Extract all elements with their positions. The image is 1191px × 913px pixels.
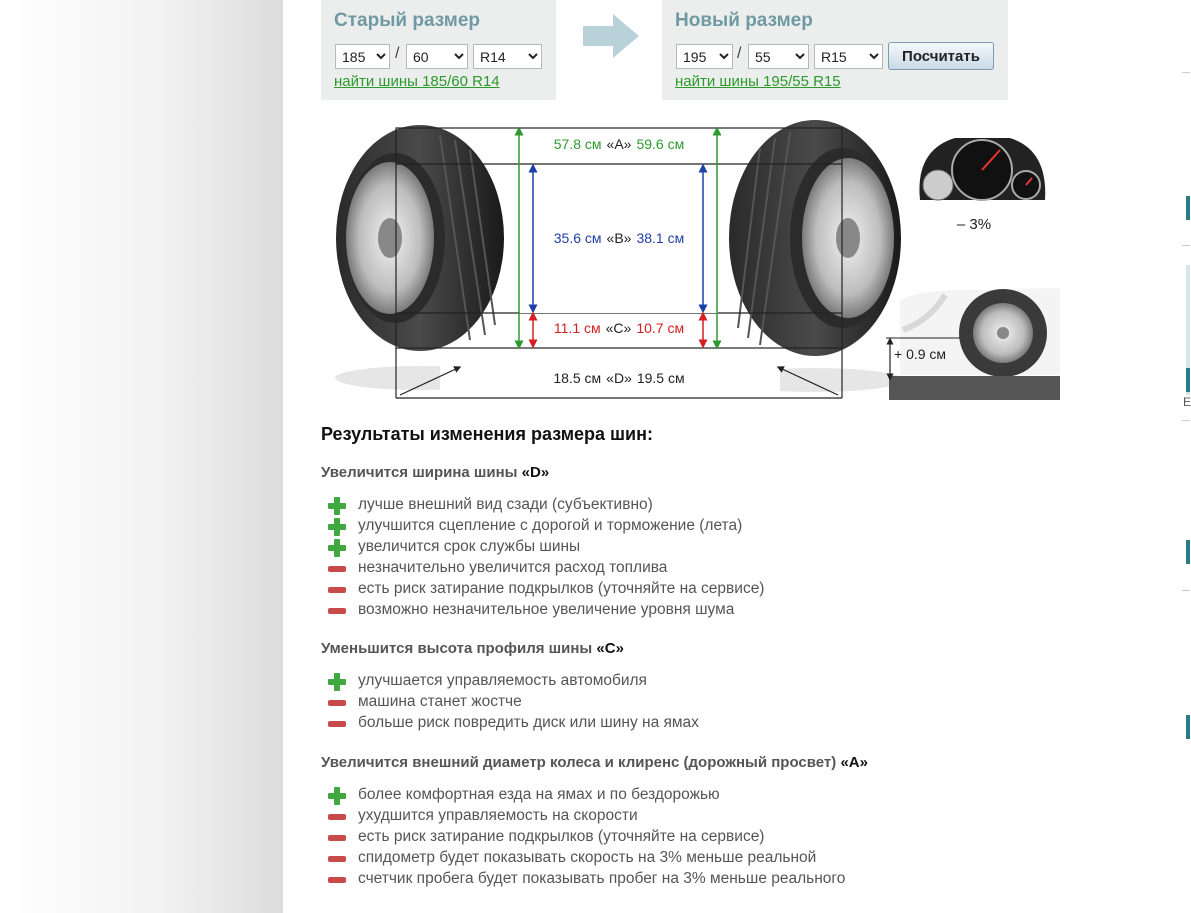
minus-icon	[328, 835, 346, 841]
sidebar-divider	[1182, 245, 1190, 246]
effect-text: больше риск повредить диск или шину на ямах	[358, 714, 699, 731]
arrow-right-icon	[583, 14, 641, 58]
effect-text: более комфортная езда на ямах и по бездорожью	[358, 786, 720, 803]
sidebar-text-fragment[interactable]: E	[1183, 395, 1191, 409]
effect-text: спидометр будет показывать скорость на 3% меньше реальной	[358, 849, 817, 866]
tire-comparison-diagram	[330, 115, 1062, 410]
sidebar-divider	[1182, 590, 1190, 591]
plus-icon	[328, 518, 346, 536]
effect-text: улучшится сцепление с дорогой и торможение (лета)	[358, 517, 743, 534]
new-width-select[interactable]	[676, 44, 733, 69]
section-heading-letter: «C»	[596, 640, 624, 657]
find-new-tires-link[interactable]: найти шины 195/55 R15	[675, 73, 841, 90]
calculate-button[interactable]: Посчитать	[888, 42, 994, 70]
section-heading	[321, 640, 624, 657]
section-heading-letter: «A»	[840, 754, 868, 771]
plus-icon	[328, 787, 346, 805]
dimension-a-old-value: 57.8 см	[553, 136, 602, 152]
effect-text: лучше внешний вид сзади (субъективно)	[358, 496, 653, 513]
old-width-select[interactable]	[335, 44, 390, 69]
plus-icon	[328, 539, 346, 557]
plus-icon	[328, 673, 346, 691]
minus-icon	[328, 566, 346, 572]
new-size-panel	[662, 0, 1008, 100]
page-left-margin	[0, 0, 283, 913]
section-heading	[321, 754, 868, 771]
effect-text: улучшается управляемость автомобиля	[358, 672, 647, 689]
dimension-b-old-value: 35.6 см	[553, 230, 602, 246]
sidebar-accent	[1186, 368, 1190, 392]
speedometer-icon	[919, 138, 1045, 200]
dimension-b-name: «B»	[606, 230, 632, 246]
sidebar-accent	[1186, 715, 1190, 739]
old-profile-select[interactable]	[406, 44, 468, 69]
section-heading-text: Уменьшится высота профиля шины	[321, 640, 593, 657]
old-size-title: Старый размер	[334, 10, 480, 31]
effect-text: возможно незначительное увеличение уровня шума	[358, 601, 735, 618]
dimension-d-name: «D»	[606, 370, 632, 386]
minus-icon	[328, 721, 346, 727]
minus-icon	[328, 608, 346, 614]
effect-text: машина станет жостче	[358, 693, 522, 710]
right-sidebar-edge	[1180, 0, 1190, 913]
dimension-a-label	[554, 136, 684, 152]
effect-text: увеличится срок службы шины	[358, 538, 581, 555]
car-clearance-icon	[886, 288, 1060, 400]
dimension-c-new-value: 10.7 см	[636, 320, 685, 336]
new-size-title: Новый размер	[675, 10, 813, 31]
dimension-d-new-value: 19.5 см	[636, 370, 685, 386]
effect-text: есть риск затирание подкрылков (уточняйте на сервисе)	[358, 580, 765, 597]
section-heading-text: Увеличится внешний диаметр колеса и клиренс (дорожный просвет)	[321, 754, 837, 771]
dimension-b-label	[554, 230, 684, 246]
dimension-c-old-value: 11.1 см	[553, 320, 601, 336]
dimension-c-label	[554, 320, 684, 336]
section-heading-letter: «D»	[521, 464, 550, 481]
sidebar-accent	[1186, 540, 1190, 564]
dimension-d-label	[553, 370, 684, 386]
minus-icon	[328, 814, 346, 820]
dimension-a-name: «A»	[606, 136, 632, 152]
dimension-b-new-value: 38.1 см	[636, 230, 685, 246]
size-separator: /	[737, 45, 742, 62]
size-separator: /	[395, 45, 400, 62]
minus-icon	[328, 700, 346, 706]
dimension-a-new-value: 59.6 см	[636, 136, 685, 152]
clearance-change-label: + 0.9 см	[894, 346, 947, 362]
sidebar-accent	[1186, 196, 1190, 220]
minus-icon	[328, 856, 346, 862]
section-heading	[321, 464, 549, 481]
plus-icon	[328, 497, 346, 515]
new-profile-select[interactable]	[748, 44, 809, 69]
effect-text: есть риск затирание подкрылков (уточняйте на сервисе)	[358, 828, 765, 845]
find-old-tires-link[interactable]: найти шины 185/60 R14	[334, 73, 500, 90]
old-size-panel	[321, 0, 556, 100]
dimension-d-old-value: 18.5 см	[553, 370, 602, 386]
speedometer-change-label: – 3%	[956, 216, 992, 233]
effect-text: ухудшится управляемость на скорости	[358, 807, 638, 824]
results-title: Результаты изменения размера шин:	[321, 424, 653, 444]
minus-icon	[328, 587, 346, 593]
dimension-c-name: «C»	[605, 320, 632, 336]
sidebar-divider	[1182, 420, 1190, 421]
new-rim-select[interactable]	[814, 44, 883, 69]
effect-text: счетчик пробега будет показывать пробег на 3% меньше реального	[358, 870, 846, 887]
section-heading-text: Увеличится ширина шины	[321, 464, 518, 481]
old-rim-select[interactable]	[473, 44, 542, 69]
effect-text: незначительно увеличится расход топлива	[358, 559, 668, 576]
sidebar-divider	[1182, 72, 1190, 73]
minus-icon	[328, 877, 346, 883]
